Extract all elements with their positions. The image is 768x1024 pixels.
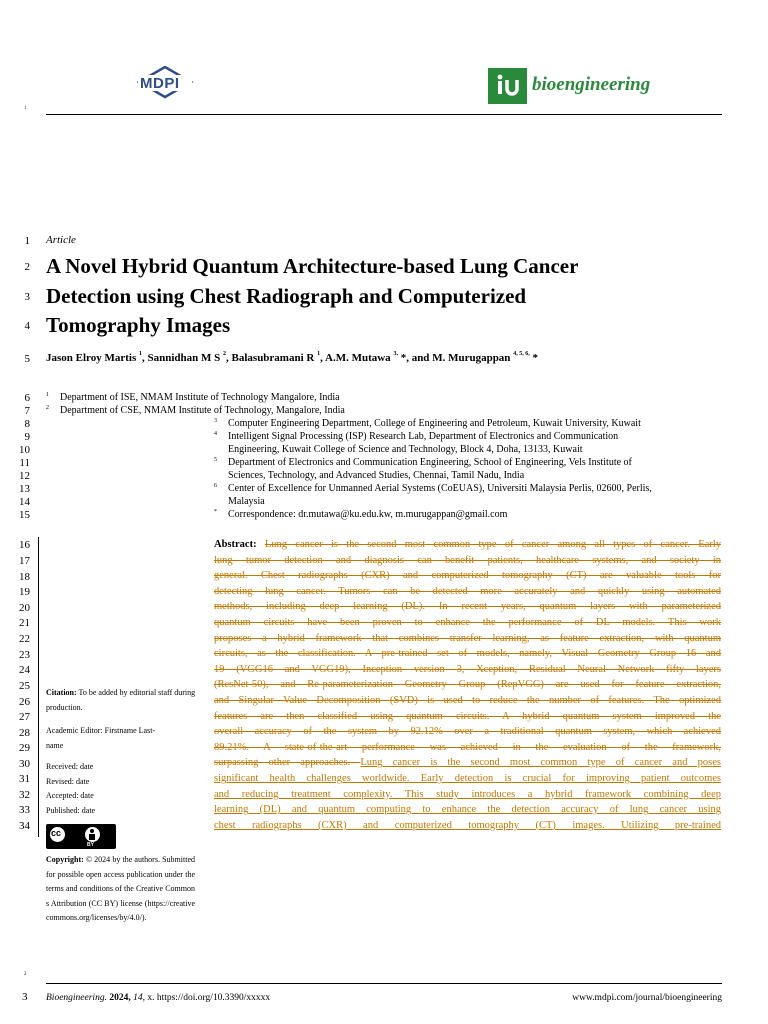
line-number: 3	[24, 291, 30, 303]
line-number: 33	[19, 804, 30, 816]
footer-volume: 14,	[133, 993, 145, 1003]
footer-year: 2024,	[109, 993, 131, 1003]
mdpi-logo: MDPI	[136, 66, 194, 104]
affiliation-text: Intelligent Signal Processing (ISP) Research Lab, Department of Electronics and Communication	[228, 431, 619, 442]
footer-journal-url[interactable]: www.mdpi.com/journal/bioengineering	[572, 993, 722, 1003]
footer-line-number: 3	[22, 991, 28, 1003]
line-number: 27	[19, 711, 30, 723]
deleted-text: and Singular Value Decomposition (SVD) is used to reduce the number of features. The optimized	[214, 695, 721, 706]
author-affiliation-mark: 3,	[393, 351, 398, 357]
line-number: 7	[24, 405, 30, 417]
abstract-line	[214, 615, 721, 631]
line-number: 30	[19, 758, 30, 770]
abstract-line	[214, 677, 721, 693]
line-number: 24	[19, 664, 30, 676]
affiliation-mark: 6	[214, 483, 217, 489]
abstract-line	[214, 599, 721, 615]
abstract-line	[214, 709, 721, 725]
footer-doi[interactable]: x. https://doi.org/10.3390/xxxxx	[147, 993, 271, 1003]
author-name: M. Murugappan	[432, 352, 511, 364]
line-number: 28	[19, 727, 30, 739]
title-line-1: A Novel Hybrid Quantum Architecture-based Lung Cancer	[46, 254, 579, 278]
header-rule	[46, 114, 722, 115]
deleted-text: general. Chest radiographs (CXR) and computerized tomography (CT) are valuable tools for	[214, 570, 721, 582]
title-line-3: Tomography Images	[46, 313, 231, 337]
abstract-line	[214, 740, 721, 756]
author-name: Balasubramani R	[231, 352, 315, 364]
abstract-line	[214, 693, 721, 709]
article-type: Article	[46, 234, 76, 246]
line-number: 8	[24, 418, 30, 430]
deleted-text: 89.21%. A state-of-the-art performance was achieved in the evaluation of the framework,	[214, 741, 721, 753]
affiliation-text: Center of Excellence for Unmanned Aerial Systems (CoEUAS), Universiti Malaysia Perlis, 02600, Perlis,	[228, 483, 652, 494]
deleted-text: Lung cancer is the second most common type of cancer among all types of cancer. Early	[264, 539, 721, 550]
deleted-text: 19 (VGG16 and VGG19), Inception version 3, Xception, Residual Neural Network fifty layers	[214, 663, 721, 675]
author-affiliation-mark: 1	[317, 351, 321, 357]
footer-journal: Bioengineering.	[46, 993, 107, 1003]
deleted-text: methods, including deep learning (DL). In recent years, quantum layers with parameterized	[214, 601, 721, 613]
line-number: 32	[19, 789, 30, 801]
by-label: BY	[87, 842, 94, 848]
deleted-text: overall accuracy of the system by 92.12% over a traditional quantum system, which achieved	[214, 726, 721, 738]
line-number: 26	[19, 696, 30, 708]
abstract-label: Abstract:	[214, 539, 257, 550]
footer-rule	[46, 983, 722, 984]
deleted-text: detecting lung cancer. Tumors can be detected more accurately and quickly using automated	[214, 585, 721, 597]
affiliation-mark: 2	[46, 405, 49, 411]
line-number: 2	[24, 261, 30, 273]
abstract-line	[214, 568, 721, 584]
copyright-text: © 2024 by the authors. Submitted for possible open access publication under the terms and conditions of the Creative Commons Attribution (CC BY) license (https://creativecommons.org/licenses/by/4.0/).	[46, 855, 195, 922]
affiliation-text: Department of Electronics and Communication Engineering, School of Engineering, Vels Institute of	[228, 457, 632, 468]
abstract-line	[214, 537, 721, 553]
line-number: 31	[19, 773, 30, 785]
abstract-line	[214, 646, 721, 662]
line-number: 19	[19, 586, 30, 598]
abstract-line	[214, 724, 721, 740]
attribution-icon	[84, 826, 101, 843]
citation-label: Citation:	[46, 688, 77, 697]
line-number: 5	[24, 353, 30, 365]
journal-logo-icon	[488, 68, 527, 104]
author-name: Jason Elroy Martis	[46, 352, 137, 364]
author-separator: ,	[320, 352, 325, 364]
line-number: 17	[19, 555, 30, 567]
inserted-text: chest radiographs (CXR) and computerized tomography (CT) images. Utilizing pre-trained	[214, 819, 721, 831]
line-number: 14	[19, 496, 30, 508]
line-number: 34	[19, 820, 30, 832]
affiliation-text: Correspondence: dr.mutawa@ku.edu.kw, m.murugappan@gmail.com	[228, 509, 508, 520]
copyright-label: Copyright:	[46, 855, 84, 864]
revised-date: Revised: date	[46, 776, 90, 786]
line-number: 9	[24, 431, 30, 443]
footer-citation	[46, 992, 270, 1004]
affiliation-text: Department of CSE, NMAM Institute of Technology, Mangalore, India	[60, 405, 345, 416]
margin-rule	[38, 537, 39, 837]
deleted-text: circuits, as the classification. A pre-trained set of models, namely, Visual Geometry Group 16 and	[214, 648, 721, 660]
author-affiliation-mark: 2	[223, 351, 227, 357]
author-affiliation-mark: 1	[139, 351, 142, 357]
line-number: 29	[19, 742, 30, 754]
inserted-text: Lung cancer is the second most common type of cancer and poses	[360, 757, 721, 769]
line-number: 11	[19, 457, 30, 469]
cc-icon: cc	[49, 826, 66, 843]
abstract-line	[214, 818, 721, 834]
line-number: 22	[19, 633, 30, 645]
affiliation-text: Computer Engineering Department, College of Engineering and Petroleum, Kuwait University, Kuwait	[228, 418, 641, 429]
line-number: 21	[19, 617, 30, 629]
abstract-line	[214, 662, 721, 678]
deleted-text: (ResNet-50), and Re-parameterization Geometry Group (RepVGG) are used for feature extraction,	[214, 679, 721, 691]
affiliation-mark: 4	[214, 431, 217, 437]
header-line-number: 1	[24, 106, 27, 111]
abstract-line	[214, 802, 721, 818]
affiliation-text: Engineering, Kuwait College of Science and Technology, Block 4, Doha, 13133, Kuwait	[228, 444, 583, 455]
line-number: 16	[19, 539, 30, 551]
line-number: 15	[19, 509, 30, 521]
deleted-text: proposes a hybrid framework that combines transfer learning, as feature extraction, with quantum	[214, 632, 721, 644]
affiliation-mark: 3	[214, 418, 217, 424]
citation-text: To be added by editorial staff during production.	[46, 688, 196, 712]
accepted-date: Accepted: date	[46, 791, 94, 800]
line-number: 6	[24, 392, 30, 404]
abstract-line	[214, 631, 721, 647]
line-number: 25	[19, 680, 30, 692]
published-date: Published: date	[46, 805, 96, 815]
author-name: A.M. Mutawa	[325, 352, 391, 364]
line-number: 12	[19, 470, 30, 482]
line-number: 4	[24, 320, 30, 332]
abstract-line	[214, 771, 721, 787]
dates-block	[46, 760, 196, 818]
academic-editor: Academic Editor: Firstname Last- name	[46, 726, 156, 750]
line-number: 23	[19, 649, 30, 661]
copyright-block	[46, 853, 195, 926]
affiliation-text: Malaysia	[228, 496, 265, 507]
author-list	[46, 352, 538, 364]
line-number: 18	[19, 571, 30, 583]
affiliation-mark: *	[214, 509, 217, 515]
deleted-text: quantum circuits have been proven to enhance the performance of DL models. This work	[214, 617, 721, 628]
citation-block	[46, 686, 196, 715]
inserted-text: learning (DL) and quantum computing to enhance the detection accuracy of lung cancer using	[214, 804, 721, 816]
received-date: Received: date	[46, 762, 94, 771]
title-line-2: Detection using Chest Radiograph and Computerized	[46, 284, 527, 308]
affiliation-mark: 5	[214, 457, 217, 463]
abstract-line	[214, 755, 721, 771]
line-number: 20	[19, 602, 30, 614]
author-name: Sannidhan M S	[147, 352, 221, 364]
line-number: 13	[19, 483, 30, 495]
author-separator: *, and	[397, 352, 433, 364]
inserted-text: significant health challenges worldwide. Early detection is crucial for improving patient outcomes	[214, 773, 721, 784]
abstract-line	[214, 553, 721, 569]
author-separator: *	[529, 352, 538, 364]
affiliation-text: Sciences, Technology, and Advanced Studies, Chennai, Tamil Nadu, India	[228, 470, 525, 481]
line-number: 10	[19, 444, 30, 456]
abstract-line	[214, 584, 721, 600]
author-affiliation-mark: 4, 5, 6,	[513, 351, 530, 357]
abstract-line	[214, 787, 721, 803]
deleted-text: features are then classified using quantum circuits. A hybrid quantum system improved the	[214, 710, 721, 722]
affiliation-text: Department of ISE, NMAM Institute of Technology Mangalore, India	[60, 392, 340, 403]
author-separator: ,	[142, 352, 148, 364]
line-number: 1	[24, 235, 30, 247]
affiliation-mark: 1	[46, 392, 49, 398]
inserted-text: and reducing treatment complexity. This study introduces a hybrid framework combining deep	[214, 788, 721, 800]
deleted-text: lung tumor detection and diagnosis can benefit patients, healthcare systems, and society in	[214, 554, 721, 566]
cc-by-license-badge[interactable]	[46, 824, 116, 849]
deleted-text: surpassing other approaches.	[214, 757, 361, 769]
footer-small-mark: 2	[24, 972, 27, 977]
author-separator: ,	[226, 352, 232, 364]
